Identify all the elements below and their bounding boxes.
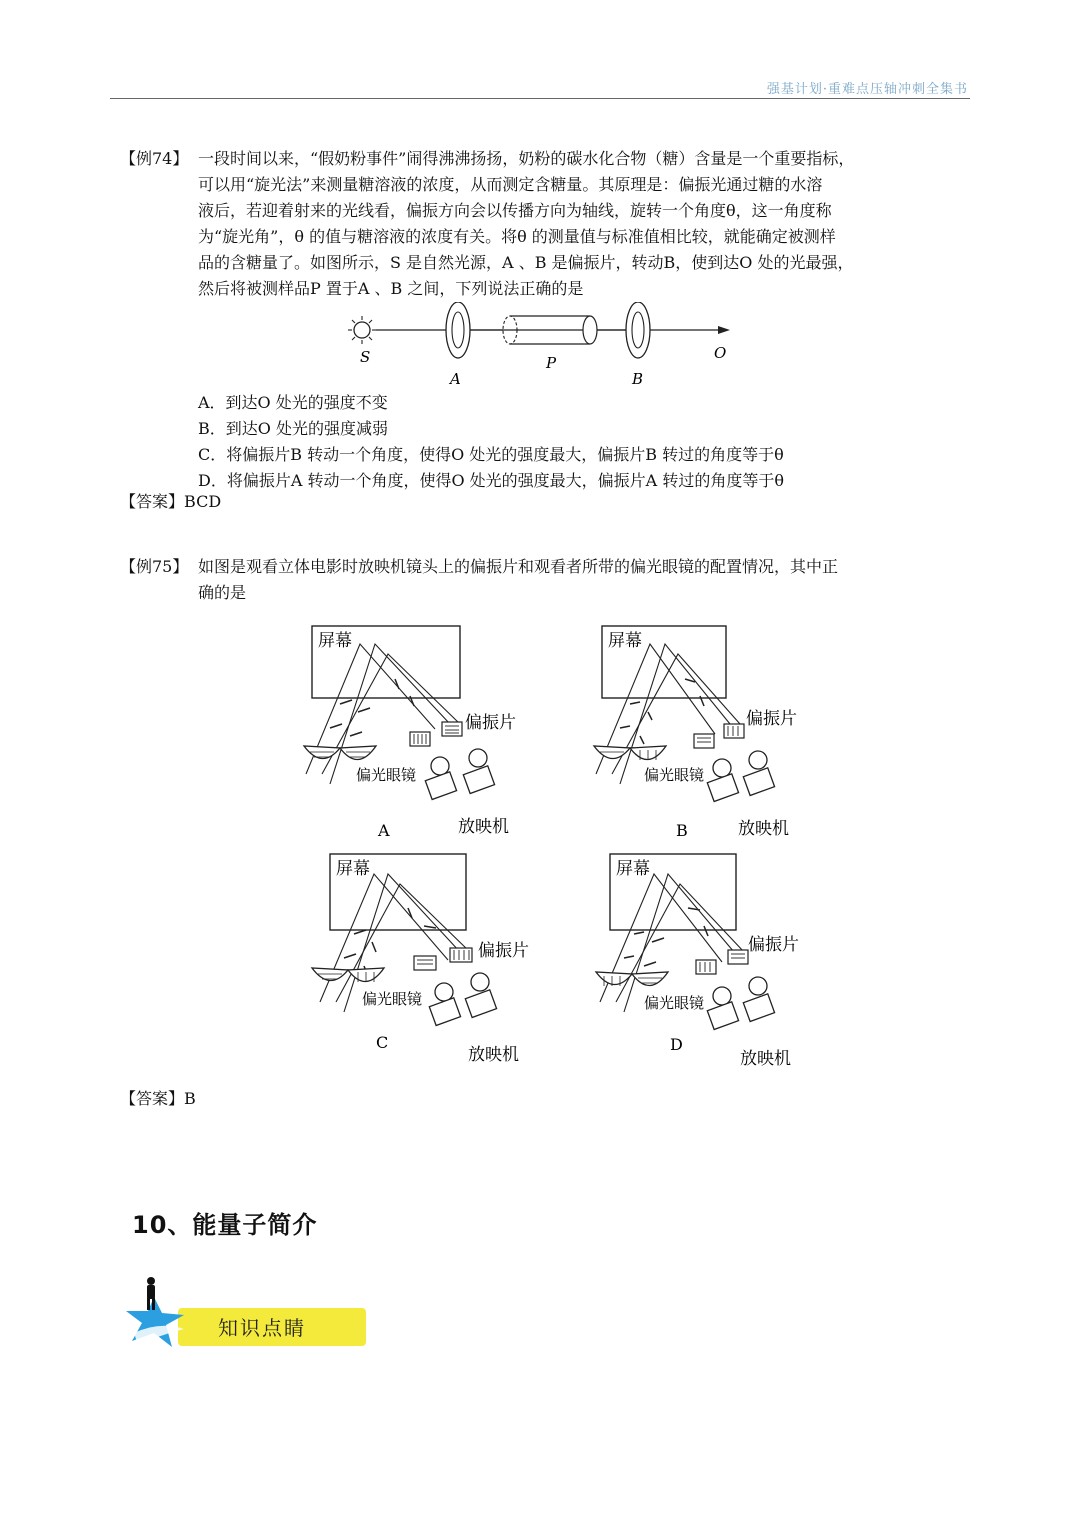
label-a: A: [450, 370, 461, 388]
example-75-tag: 【例75】: [120, 557, 189, 576]
panel-d-glasses-label: 偏光眼镜: [644, 994, 705, 1012]
panel-a-polarizer-icon: [410, 722, 462, 746]
polarizer-a: [446, 302, 470, 358]
ex74-option-b: B．到达O 处光的强度减弱: [198, 419, 388, 438]
panel-d: [592, 852, 820, 1074]
panel-a-letter: A: [378, 821, 390, 840]
example-74-tag: 【例74】: [120, 149, 189, 168]
ex74-line-6: 然后将被测样品P 置于A 、B 之间，下列说法正确的是: [198, 279, 584, 298]
panel-d-projector-label: 放映机: [740, 1049, 791, 1069]
ex74-line-5: 品的含糖量了。如图所示，S 是自然光源，A 、B 是偏振片，转动B，使到达O 处的光最强，: [198, 253, 854, 272]
panel-b-projector-icon: [707, 751, 774, 802]
ex74-line-1: 一段时间以来，“假奶粉事件”闹得沸沸扬扬，奶粉的碳水化合物（糖）含量是一个重要指标，: [198, 149, 855, 168]
ex75-answer: [120, 1086, 196, 1112]
ex75-answer-value: B: [184, 1089, 196, 1108]
knowledge-badge-label: 知识点睛: [218, 1316, 306, 1340]
panel-c-projector-icon: [429, 973, 496, 1026]
label-o: O: [714, 344, 727, 362]
panel-c-glasses-label: 偏光眼镜: [362, 990, 423, 1008]
panel-c-letter: C: [376, 1033, 389, 1052]
ex74-answer-label: 【答案】: [120, 492, 185, 511]
panel-a-screen: 屏幕: [318, 631, 352, 651]
panel-b-screen: 屏幕: [608, 631, 642, 651]
panel-b: [590, 624, 820, 844]
panel-d-screen: 屏幕: [616, 859, 650, 879]
panel-d-letter: D: [670, 1035, 683, 1054]
header-title: 强基计划·重难点压轴冲刺全集书: [766, 82, 968, 97]
ex74-answer-value: BCD: [184, 492, 222, 511]
ex75-line-1: 如图是观看立体电影时放映机镜头上的偏振片和观看者所带的偏光眼镜的配置情况，其中正: [198, 557, 839, 576]
ex75-line-2: 确的是: [198, 583, 247, 602]
panel-d-polarizer-label: 偏振片: [748, 935, 799, 955]
ex75-answer-label: 【答案】: [120, 1089, 185, 1108]
stereo-figure-grid: [300, 624, 820, 1074]
panel-b-polarizer-icon: [694, 724, 744, 748]
panel-a-glasses-label: 偏光眼镜: [356, 766, 417, 784]
example-74: [120, 146, 970, 302]
panel-d-glasses-icon: [596, 972, 668, 986]
ex74-line-2: 可以用“旋光法”来测量糖溶液的浓度，从而测定含糖量。其原理是：偏振光通过糖的水溶: [198, 175, 823, 194]
panel-c-polarizer-label: 偏振片: [478, 941, 529, 961]
panel-b-projector-label: 放映机: [738, 819, 789, 839]
light-source-icon: [348, 316, 376, 344]
panel-b-polarizer-label: 偏振片: [746, 709, 797, 729]
ex74-line-4: 为“旋光角”，θ 的值与糖溶液的浓度有关。将θ 的测量值与标准值相比较，就能确定被测样: [198, 227, 836, 246]
polarizer-b: [626, 302, 650, 358]
label-p: P: [546, 354, 557, 372]
page-header: [110, 72, 970, 99]
ex74-option-c: C．将偏振片B 转动一个角度，使得O 处光的强度最大，偏振片B 转过的角度等于θ: [198, 445, 784, 464]
ex74-options: [120, 390, 970, 494]
example-75: [120, 554, 970, 606]
label-s: S: [360, 348, 371, 366]
panel-a-polarizer-label: 偏振片: [465, 713, 516, 733]
panel-d-projector-icon: [707, 977, 774, 1030]
polarizer-setup-figure: [330, 302, 750, 392]
panel-c-polarizer-icon: [414, 948, 472, 970]
panel-a-projector-label: 放映机: [458, 817, 509, 837]
ex74-line-3: 液后，若迎着射来的光线看，偏振方向会以传播方向为轴线，旋转一个角度θ，这一角度称: [198, 201, 832, 220]
panel-a: [300, 624, 560, 844]
ex74-option-d: D．将偏振片A 转动一个角度，使得O 处光的强度最大，偏振片A 转过的角度等于θ: [198, 471, 784, 490]
section-title: 10、能量子简介: [132, 1211, 318, 1239]
panel-b-glasses-label: 偏光眼镜: [644, 766, 705, 784]
label-b: B: [632, 370, 644, 388]
panel-a-projector-icon: [425, 749, 494, 800]
panel-b-letter: B: [676, 821, 688, 840]
panel-c: [308, 852, 568, 1074]
panel-c-screen: 屏幕: [336, 859, 370, 879]
ex74-answer: [120, 489, 221, 515]
ex74-option-a: A．到达O 处光的强度不变: [198, 393, 388, 412]
panel-c-projector-label: 放映机: [468, 1045, 519, 1065]
